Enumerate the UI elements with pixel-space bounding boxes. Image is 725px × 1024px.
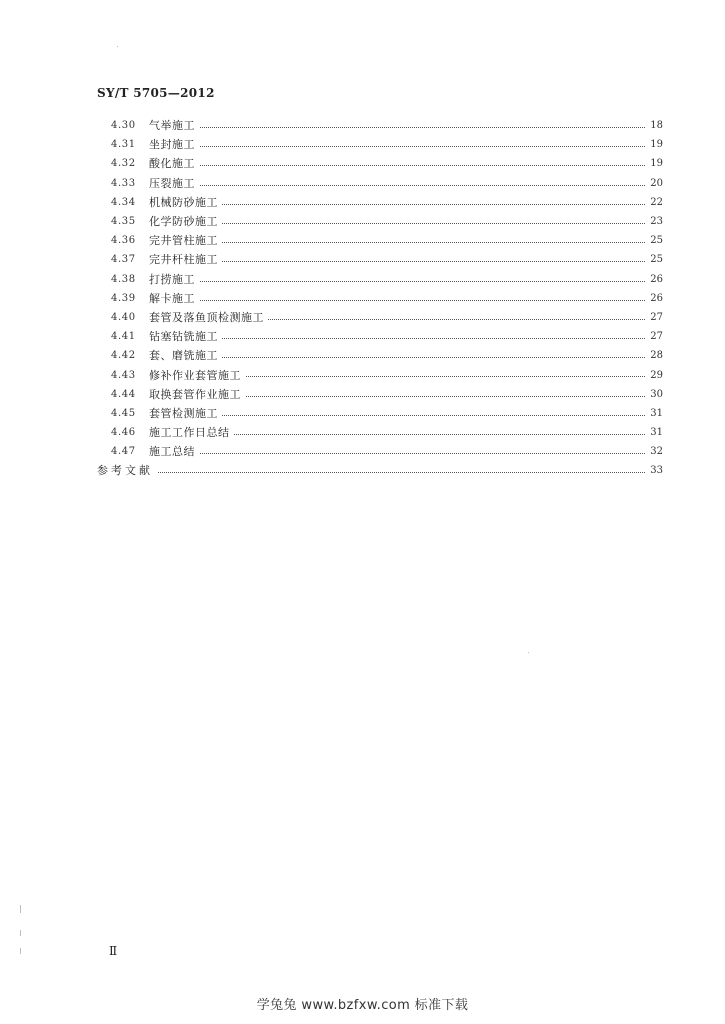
toc-entry-title: 完井管柱施工: [149, 231, 222, 250]
toc-entry-title: 机械防砂施工: [149, 193, 222, 212]
scan-speck: [117, 46, 118, 47]
toc-entry-number: 4.40: [111, 311, 136, 323]
toc-entry-title: 坐封施工: [149, 135, 199, 154]
toc-entry: [0, 461, 725, 480]
toc-entry-number: 4.39: [111, 292, 136, 304]
toc-entry: [0, 404, 725, 423]
toc-entry-number: 4.33: [111, 177, 136, 189]
toc-entry: [0, 193, 725, 212]
scan-speck: [20, 930, 21, 936]
toc-entry-page: 30: [645, 385, 663, 404]
toc-entry-number: 4.32: [111, 158, 136, 170]
toc-entry: [0, 250, 725, 269]
toc-leader-dots: [149, 165, 645, 166]
table-of-contents: [0, 116, 725, 481]
toc-entry: [0, 135, 725, 154]
toc-entry-number: 4.35: [111, 216, 136, 228]
scan-speck: [528, 652, 529, 653]
toc-entry-title: 气举施工: [149, 116, 199, 135]
toc-leader-dots: [149, 300, 645, 301]
scan-speck: [20, 905, 21, 913]
toc-entry: [0, 174, 725, 193]
toc-entry-number: 4.30: [111, 120, 136, 132]
toc-leader-dots: [149, 223, 645, 224]
toc-entry-number: 4.44: [111, 388, 136, 400]
toc-entry-title: 施工工作日总结: [149, 423, 234, 442]
toc-entry-title: 施工总结: [149, 442, 199, 461]
toc-entry-page: 27: [645, 327, 663, 346]
toc-entry-page: 26: [645, 289, 663, 308]
toc-entry-page: 23: [645, 212, 663, 231]
toc-entry-title: 套、磨铣施工: [149, 346, 222, 365]
document-code-header: SY/T 5705—2012: [97, 86, 215, 100]
toc-entry-title: 完井杆柱施工: [149, 250, 222, 269]
toc-entry-number: 4.47: [111, 446, 136, 458]
toc-entry-page: 26: [645, 270, 663, 289]
page-number: Ⅱ: [109, 944, 118, 958]
footer-watermark: 学兔兔 www.bzfxw.com 标准下载: [256, 998, 469, 1013]
toc-entry: [0, 346, 725, 365]
toc-entry-page: 19: [645, 154, 663, 173]
toc-entry-number: 4.36: [111, 235, 136, 247]
scan-speck: [20, 948, 21, 954]
toc-entry-page: 19: [645, 135, 663, 154]
toc-entry: [0, 154, 725, 173]
toc-entry-title: 修补作业套管施工: [149, 366, 245, 385]
toc-entry-page: 28: [645, 346, 663, 365]
toc-entry-title: 化学防砂施工: [149, 212, 222, 231]
toc-leader-dots: [149, 338, 645, 339]
toc-entry-title: 钻塞钻铣施工: [149, 327, 222, 346]
toc-entry-title: 解卡施工: [149, 289, 199, 308]
toc-entry-number: 4.31: [111, 139, 136, 151]
toc-entry-page: 20: [645, 174, 663, 193]
toc-entry: [0, 231, 725, 250]
toc-entry-number: 4.46: [111, 427, 136, 439]
toc-leader-dots: [149, 261, 645, 262]
toc-leader-dots: [149, 242, 645, 243]
toc-entry-title: 打捞施工: [149, 270, 199, 289]
toc-leader-dots: [149, 127, 645, 128]
toc-entry-number: 4.43: [111, 369, 136, 381]
toc-entry-title: 取换套管作业施工: [149, 385, 245, 404]
toc-leader-dots: [149, 281, 645, 282]
toc-entry: [0, 327, 725, 346]
toc-entry-page: 18: [645, 116, 663, 135]
toc-entry-title: 套管及落鱼顶检测施工: [149, 308, 268, 327]
toc-entry-page: 29: [645, 366, 663, 385]
toc-leader-dots: [149, 357, 645, 358]
toc-entry-page: 32: [645, 442, 663, 461]
toc-entry-number: 4.41: [111, 331, 136, 343]
toc-entry-page: 27: [645, 308, 663, 327]
toc-entry: [0, 116, 725, 135]
toc-entry: [0, 289, 725, 308]
toc-entry-page: 31: [645, 423, 663, 442]
toc-entry-number: 4.34: [111, 196, 136, 208]
toc-entry-number: 4.45: [111, 407, 136, 419]
toc-entry-number: 4.42: [111, 350, 136, 362]
toc-entry-number: 4.38: [111, 273, 136, 285]
toc-leader-dots: [149, 185, 645, 186]
toc-entry: [0, 423, 725, 442]
toc-entry-page: 25: [645, 231, 663, 250]
toc-entry: [0, 365, 725, 384]
toc-leader-dots: [149, 453, 645, 454]
toc-entry-title: 参考文献: [97, 461, 157, 480]
toc-entry: [0, 385, 725, 404]
toc-entry-page: 25: [645, 250, 663, 269]
toc-entry: [0, 442, 725, 461]
toc-entry: [0, 308, 725, 327]
toc-entry-page: 22: [645, 193, 663, 212]
toc-entry: [0, 270, 725, 289]
toc-entry-number: 4.37: [111, 254, 136, 266]
toc-leader-dots: [149, 415, 645, 416]
toc-entry: [0, 212, 725, 231]
toc-leader-dots: [149, 146, 645, 147]
toc-entry-title: 压裂施工: [149, 174, 199, 193]
toc-leader-dots: [97, 472, 645, 473]
toc-entry-page: 33: [645, 461, 663, 480]
toc-entry-title: 酸化施工: [149, 154, 199, 173]
toc-entry-title: 套管检测施工: [149, 404, 222, 423]
toc-leader-dots: [149, 204, 645, 205]
toc-entry-page: 31: [645, 404, 663, 423]
